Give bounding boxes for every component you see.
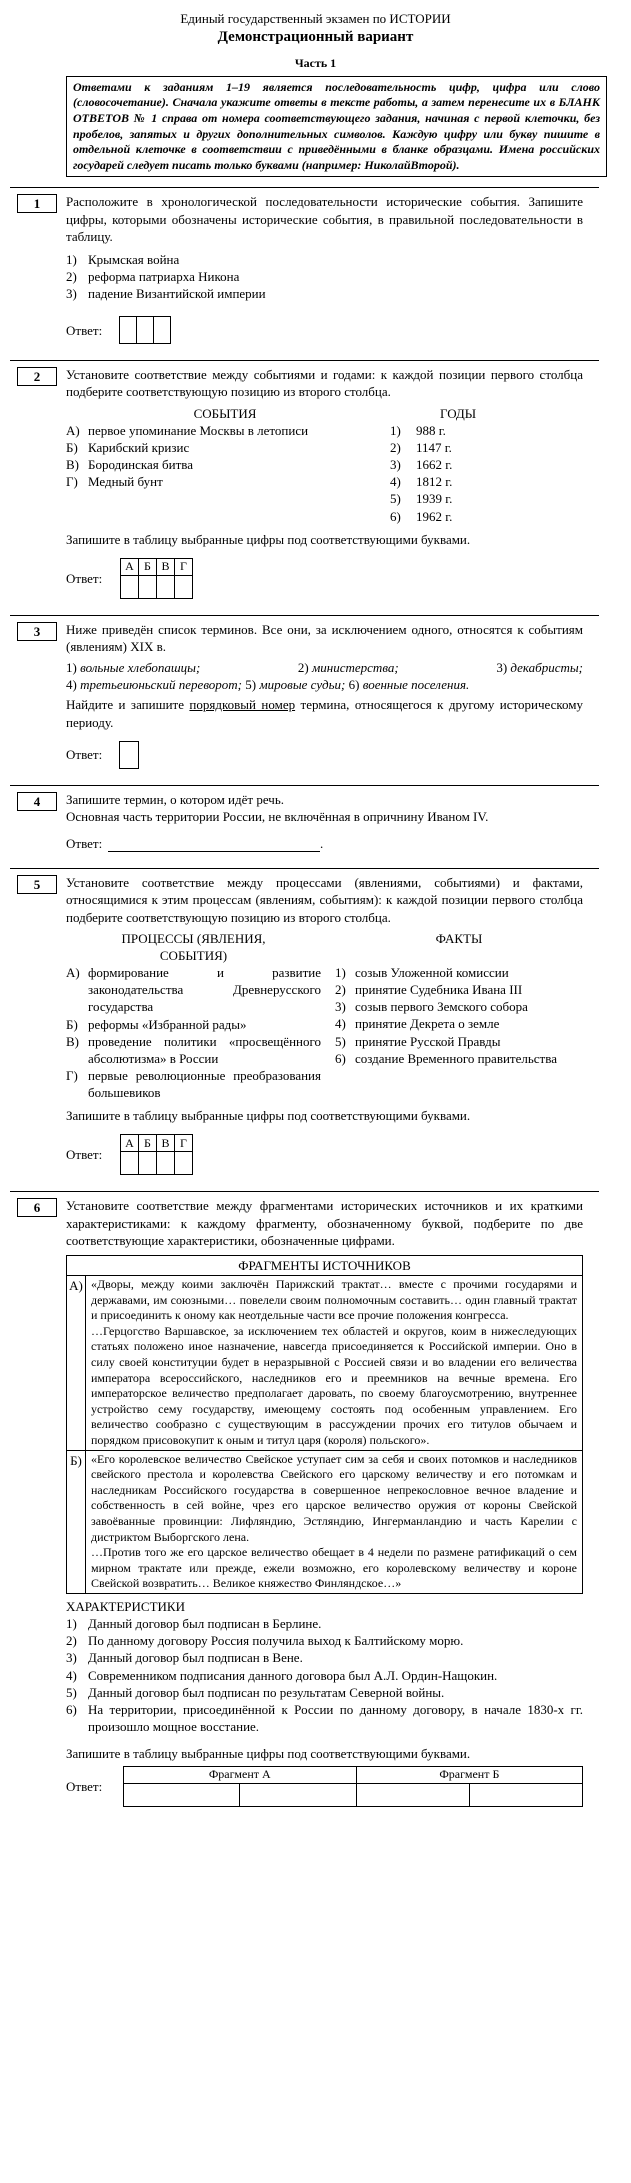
list-item: 3) Данный договор был подписан в Вене. — [66, 1650, 303, 1666]
list-item: 5) 1939 г. — [390, 491, 453, 507]
write-in-table-note: Запишите в таблицу выбранные цифры под соответствующими буквами. — [66, 531, 471, 547]
task-1-text: Расположите в хронологической последовательности исторические события. Запишите цифры, которыми обозначены исторические события, в правильной последовательности в таблицу. — [66, 194, 583, 244]
list-item: А) формирование и развитие законодательства Древнерусского государства — [66, 965, 321, 1015]
list-item: 4) принятие Декрета о земле — [335, 1016, 500, 1032]
answer-cell[interactable] — [119, 316, 137, 344]
answer-label: Ответ: — [66, 322, 103, 338]
list-item: 4) Современником подписания данного договора был А.Л. Ордин-Нащокин. — [66, 1667, 498, 1683]
task-number: 1 — [17, 194, 57, 213]
list-item: Г) Медный бунт — [66, 474, 163, 490]
answer-row: Ответ: . — [66, 836, 324, 852]
answer-cell[interactable] — [121, 575, 139, 598]
list-item: А) первое упоминание Москвы в летописи — [66, 422, 309, 438]
answer-cell[interactable] — [139, 1152, 157, 1175]
answer-label: Ответ: — [66, 836, 103, 852]
fragment-a: «Дворы, между коими заключён Парижский трактат… вместе с прочими государями и державами, им союзными… повелели своим полномочным составить… один главный трактат и присоединить к оному как неотдельные части все прочие положения конгресса. …Герцогство Варшавское, за исключением тех областей и округов, коим в нижеследующих статьях положено иное назначение, навсегда присоединяется к Российской империи. Оно в силу своей конституции будет в неразрывной с Россией связи и во владении его величества императора всероссийского, наследников его и преемников на вечные времена. Его императорское величество предполагает даровать, по своему благоусмотрению, внутреннее устройство сему государству, имеющему состоять под особенным управлением. Его величество сообразно с существующим в рассуждении прочих его титулов обычаем и порядком присовокупит к оным и титул царя (короля) польского». — [86, 1276, 583, 1451]
task-4-text: Запишите термин, о котором идёт речь. — [66, 791, 284, 807]
task-3 — [33, 615, 583, 769]
instructions-box: Ответами к заданиям 1–19 является последовательность цифр, цифра или слово (словосочетание). Сначала укажите ответы в тексте работы, а затем перенесите их в БЛАНК ОТВЕТОВ № 1 справа от номера соответствующего задания, начиная с первой клеточки, без пробелов, запятых и других дополнительных символов. Каждую цифру или букву пишите в отдельной клеточке в соответствии с приведёнными в бланке образцами. Имена российских государей следует писать только буквами (например: НиколайВторой). — [66, 76, 607, 178]
terms-line: 4) третьеиюньский переворот; 5) мировые судьи; 6) военные поселения. — [66, 677, 470, 693]
answer-cell[interactable] — [157, 1152, 175, 1175]
list-item: 1) Крымская война — [66, 251, 180, 267]
page-header — [0, 10, 631, 72]
list-item: 2) принятие Судебника Ивана III — [335, 982, 523, 998]
sources-table-head: ФРАГМЕНТЫ ИСТОЧНИКОВ — [67, 1255, 583, 1275]
task-divider — [10, 187, 599, 188]
characteristics-head: ХАРАКТЕРИСТИКИ — [66, 1598, 185, 1614]
list-item: 1) Данный договор был подписан в Берлине. — [66, 1616, 322, 1632]
answer-row — [66, 1134, 583, 1175]
task-3-question: Найдите и запишите порядковый номер термина, относящегося к другому историческому периоду. — [66, 697, 583, 730]
task-1-items — [66, 251, 583, 302]
list-item: Г) первые революционные преобразования большевиков — [66, 1067, 321, 1101]
list-item: В) Бородинская битва — [66, 457, 193, 473]
list-item: 1) 988 г. — [390, 422, 446, 438]
fragment-key: Б) — [67, 1450, 86, 1593]
list-item: 2) реформа патриарха Никона — [66, 268, 240, 284]
list-item: 3) падение Византийской империи — [66, 286, 266, 302]
answer-cell[interactable] — [175, 575, 193, 598]
answer-label: Ответ: — [66, 1779, 103, 1795]
answer-table: А Б В Г — [120, 1134, 193, 1175]
list-item: 2) По данному договору Россия получила выход к Балтийскому морю. — [66, 1633, 464, 1649]
answer-cell[interactable] — [469, 1784, 582, 1807]
characteristics-list — [66, 1615, 583, 1735]
answer-cell[interactable] — [240, 1784, 356, 1807]
answer-row — [66, 1766, 583, 1807]
task-divider — [10, 360, 599, 361]
right-column-head: ГОДЫ — [440, 405, 477, 421]
task-1 — [33, 187, 583, 344]
task-6 — [33, 1191, 583, 1807]
list-item: 5) Данный договор был подписан по результатам Северной войны. — [66, 1684, 445, 1700]
task-divider — [10, 785, 599, 786]
list-item: 3) 1662 г. — [390, 457, 453, 473]
list-item: 5) принятие Русской Правды — [335, 1033, 501, 1049]
sources-table — [66, 1255, 583, 1594]
left-column-head: СОБЫТИЯ — [193, 405, 257, 421]
answer-cell[interactable] — [119, 741, 139, 769]
answer-cell[interactable] — [123, 1784, 239, 1807]
answer-line[interactable] — [108, 837, 320, 852]
answer-cell[interactable] — [153, 316, 171, 344]
match-columns — [66, 930, 583, 1102]
task-number: 4 — [17, 792, 57, 811]
answer-cell[interactable] — [356, 1784, 469, 1807]
answer-cell[interactable] — [121, 1152, 139, 1175]
part-title: Часть 1 — [294, 55, 337, 70]
task-2 — [33, 360, 583, 599]
write-in-table-note: Запишите в таблицу выбранные цифры под соответствующими буквами. — [66, 1746, 471, 1762]
exam-title: Единый государственный экзамен по ИСТОРИИ — [180, 11, 451, 26]
right-column-head: ФАКТЫ — [435, 930, 483, 946]
task-divider — [10, 1191, 599, 1192]
list-item: 6) 1962 г. — [390, 508, 453, 524]
task-4 — [33, 785, 583, 852]
task-4-question: Основная часть территории России, не включённая в опричнину Иваном IV. — [66, 808, 489, 824]
terms-line: 1) вольные хлебопашцы; 2) министерства; 3) декабристы; — [66, 660, 583, 676]
task-number: 5 — [17, 875, 57, 894]
answer-table: А Б В Г — [120, 558, 193, 599]
list-item: 6) создание Временного правительства — [335, 1050, 557, 1066]
task-6-text: Установите соответствие между фрагментами исторических источников и их краткими характеристиками: к каждому фрагменту, обозначенному буквой, подберите по две соответствующие характеристики, обозначенные цифрами. — [66, 1198, 583, 1248]
task-number: 6 — [17, 1198, 57, 1217]
list-item: 3) созыв первого Земского собора — [335, 999, 528, 1015]
fragments-answer-table: Фрагмент А Фрагмент Б — [123, 1766, 583, 1807]
task-5 — [33, 868, 583, 1175]
task-3-text: Ниже приведён список терминов. Все они, за исключением одного, относятся к событиям (явлениям) XIX в. — [66, 621, 583, 654]
variant-title: Демонстрационный вариант — [217, 29, 414, 46]
list-item: 4) 1812 г. — [390, 474, 453, 490]
task-number: 2 — [17, 367, 57, 386]
task-divider — [10, 615, 599, 616]
fragment-b: «Его королевское величество Свейское уступает сим за себя и своих потомков и наследников свейского престола и королевства Свейского его царскому величеству и его потомкам и наследникам Российского государства в совершенное непрекословное вечное владение и собственность в сей войне, чрез его царское величество оружия от короны Свейской завоёванные провинции: Лифляндию, Эстляндию, Ингерманландию и часть Карелии с дистриктом Выборгского лена. …Против того же его царское величество обещает в 4 недели по размене ратификаций о сем мирном трактате или прежде, ежели возможно, его королевскому величеству и короне Свейской возвратить… Великое княжество Финляндское…» — [86, 1450, 583, 1593]
answer-cell[interactable] — [139, 575, 157, 598]
task-5-text: Установите соответствие между процессами (явлениями, событиями) и фактами, относящимися к этим процессам (явлениям, событиям): к каждой позиции первого столбца подберите соответствующую позицию из второго столбца. — [66, 875, 583, 925]
answer-label: Ответ: — [66, 747, 103, 763]
list-item: Б) реформы «Избранной рады» — [66, 1016, 247, 1032]
left-column-head: ПРОЦЕССЫ (ЯВЛЕНИЯ, СОБЫТИЯ) — [121, 930, 266, 963]
list-item: Б) Карибский кризис — [66, 439, 190, 455]
answer-row — [66, 741, 583, 769]
list-item: 2) 1147 г. — [390, 439, 452, 455]
answer-cell[interactable] — [157, 575, 175, 598]
answer-label: Ответ: — [66, 1147, 103, 1163]
answer-row — [66, 316, 583, 344]
match-columns — [66, 405, 583, 525]
write-in-table-note: Запишите в таблицу выбранные цифры под соответствующими буквами. — [66, 1108, 471, 1124]
answer-label: Ответ: — [66, 570, 103, 586]
answer-cell[interactable] — [175, 1152, 193, 1175]
task-2-text: Установите соответствие между событиями и годами: к каждой позиции первого столбца подберите соответствующую позицию из второго столбца. — [66, 367, 583, 400]
list-item: 1) созыв Уложенной комиссии — [335, 964, 509, 980]
fragment-key: А) — [67, 1276, 86, 1451]
list-item: В) проведение политики «просвещённого абсолютизма» в России — [66, 1033, 321, 1066]
task-number: 3 — [17, 622, 57, 641]
list-item: 6) На территории, присоединённой к России по данному договору, в начале 1830-х гг. произошло мощное восстание. — [66, 1701, 583, 1735]
task-divider — [10, 868, 599, 869]
answer-row — [66, 558, 583, 599]
answer-cells — [120, 316, 171, 344]
answer-cell[interactable] — [136, 316, 154, 344]
